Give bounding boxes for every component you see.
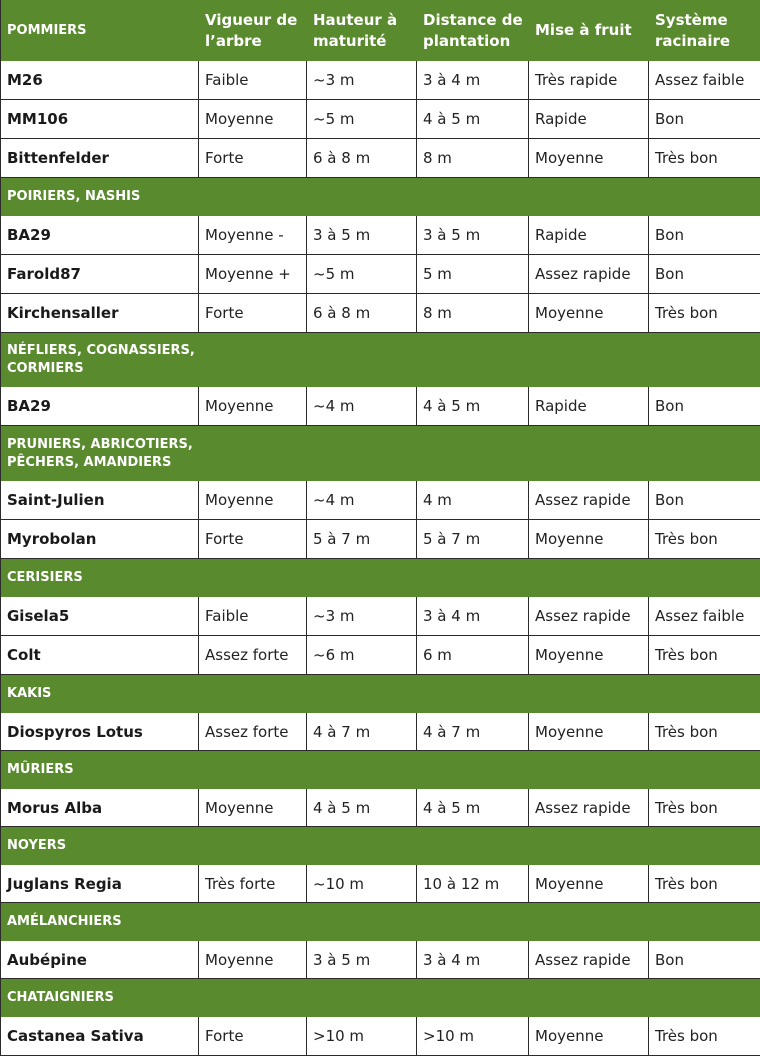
table-cell-rootstock: Diospyros Lotus [1,713,199,751]
table-cell: Bon [649,100,760,139]
table-cell: 4 à 7 m [307,713,417,751]
table-cell: 3 à 4 m [417,597,529,636]
group-header-nefliers [1,333,760,387]
table-cell: Très bon [649,865,760,903]
table-cell: Très bon [649,294,760,333]
table-cell: Moyenne [529,1017,649,1056]
table-cell: 4 à 5 m [307,789,417,827]
header-cell-roots: Système racinaire [649,0,760,61]
table-cell: Bon [649,255,760,294]
group-title: MÛRIERS [7,762,74,777]
table-cell: Assez forte [199,713,307,751]
group-header-cerisiers [1,559,760,597]
group-title: NOYERS [7,838,67,853]
group-title: POIRIERS, NASHIS [7,189,141,204]
table-cell: Forte [199,294,307,333]
table-cell: Forte [199,139,307,178]
table-cell-rootstock: Aubépine [1,941,199,979]
table-cell: 8 m [417,139,529,178]
group-title: PRUNIERS, ABRICOTIERS, PÊCHERS, AMANDIERS [7,436,193,470]
table-cell: Très bon [649,1017,760,1056]
group-header-kakis [1,675,760,713]
table-cell: Rapide [529,387,649,426]
table-cell: 10 à 12 m [417,865,529,903]
table-cell: ~3 m [307,61,417,100]
table-cell: Moyenne - [199,216,307,255]
group-header-muriers [1,751,760,789]
group-header-pruniers [1,426,760,481]
table-cell: >10 m [417,1017,529,1056]
table-cell-rootstock: Saint-Julien [1,481,199,520]
group-title: CERISIERS [7,570,83,585]
table-cell: Bon [649,941,760,979]
table-cell: Très bon [649,139,760,178]
group-title: KAKIS [7,686,52,701]
table-cell: Bon [649,216,760,255]
table-cell: 5 à 7 m [307,520,417,559]
header-cell-vigor: Vigueur de l’arbre [199,0,307,61]
table-cell: ~3 m [307,597,417,636]
table-cell: Moyenne [199,481,307,520]
table-cell: 6 à 8 m [307,294,417,333]
table-cell: Assez rapide [529,941,649,979]
group-title: NÉFLIERS, COGNASSIERS, CORMIERS [7,343,195,376]
table-cell: 3 à 5 m [307,216,417,255]
table-cell: Moyenne [199,941,307,979]
table-cell: ~5 m [307,100,417,139]
table-cell-rootstock: Morus Alba [1,789,199,827]
table-cell-rootstock: Juglans Regia [1,865,199,903]
table-cell: 5 m [417,255,529,294]
table-cell-rootstock: BA29 [1,387,199,426]
table-cell: 4 à 5 m [417,387,529,426]
table-cell: ~4 m [307,481,417,520]
table-cell: Très bon [649,636,760,675]
table-cell: 4 à 5 m [417,100,529,139]
table-cell: Moyenne [529,713,649,751]
table-cell-rootstock: Myrobolan [1,520,199,559]
table-cell: 6 à 8 m [307,139,417,178]
table-cell: 4 m [417,481,529,520]
table-cell: 8 m [417,294,529,333]
group-header-amelanchiers [1,903,760,941]
table-cell: 4 à 7 m [417,713,529,751]
table-cell: Moyenne + [199,255,307,294]
table-cell: ~4 m [307,387,417,426]
table-cell: Moyenne [199,789,307,827]
table-cell: ~5 m [307,255,417,294]
table-cell: Moyenne [529,636,649,675]
group-header-poiriers [1,178,760,216]
table-cell-rootstock: BA29 [1,216,199,255]
table-cell: Assez forte [199,636,307,675]
table-cell: Faible [199,597,307,636]
table-cell: Moyenne [529,520,649,559]
table-cell: Rapide [529,216,649,255]
table-cell-rootstock: Bittenfelder [1,139,199,178]
table-cell: Assez rapide [529,597,649,636]
group-header-chataigniers [1,979,760,1017]
table-cell-rootstock: Castanea Sativa [1,1017,199,1056]
table-cell: Assez faible [649,597,760,636]
table-cell-rootstock: Gisela5 [1,597,199,636]
table-cell: 3 à 5 m [307,941,417,979]
table-cell: 4 à 5 m [417,789,529,827]
table-cell: Assez faible [649,61,760,100]
table-cell-rootstock: MM106 [1,100,199,139]
table-cell: Bon [649,387,760,426]
table-cell: Moyenne [199,100,307,139]
header-cell-category: POMMIERS [1,0,199,61]
table-cell-rootstock: Kirchensaller [1,294,199,333]
table-cell: 3 à 4 m [417,61,529,100]
table-cell: Rapide [529,100,649,139]
table-cell: 6 m [417,636,529,675]
header-cell-spacing: Distance de plantation [417,0,529,61]
table-cell: ~10 m [307,865,417,903]
table-cell: Moyenne [529,865,649,903]
table-cell: Moyenne [529,294,649,333]
table-cell: Très bon [649,789,760,827]
table-cell: 3 à 4 m [417,941,529,979]
header-cell-fruiting: Mise à fruit [529,0,649,61]
table-cell: 5 à 7 m [417,520,529,559]
table-cell: Moyenne [529,139,649,178]
table-cell: Bon [649,481,760,520]
table-cell: Très bon [649,713,760,751]
table-cell: Très bon [649,520,760,559]
table-cell-rootstock: M26 [1,61,199,100]
table-cell: ~6 m [307,636,417,675]
table-cell: Assez rapide [529,789,649,827]
table-cell: Faible [199,61,307,100]
table-cell: Très forte [199,865,307,903]
table-cell: Très rapide [529,61,649,100]
header-cell-height: Hauteur à maturité [307,0,417,61]
table-cell: 3 à 5 m [417,216,529,255]
table-cell-rootstock: Farold87 [1,255,199,294]
table-cell: >10 m [307,1017,417,1056]
table-cell: Forte [199,1017,307,1056]
table-cell: Assez rapide [529,481,649,520]
group-title: AMÉLANCHIERS [7,914,122,929]
group-header-noyers [1,827,760,865]
table-cell: Moyenne [199,387,307,426]
group-title: CHATAIGNIERS [7,990,114,1005]
table-cell-rootstock: Colt [1,636,199,675]
table-cell: Assez rapide [529,255,649,294]
table-cell: Forte [199,520,307,559]
